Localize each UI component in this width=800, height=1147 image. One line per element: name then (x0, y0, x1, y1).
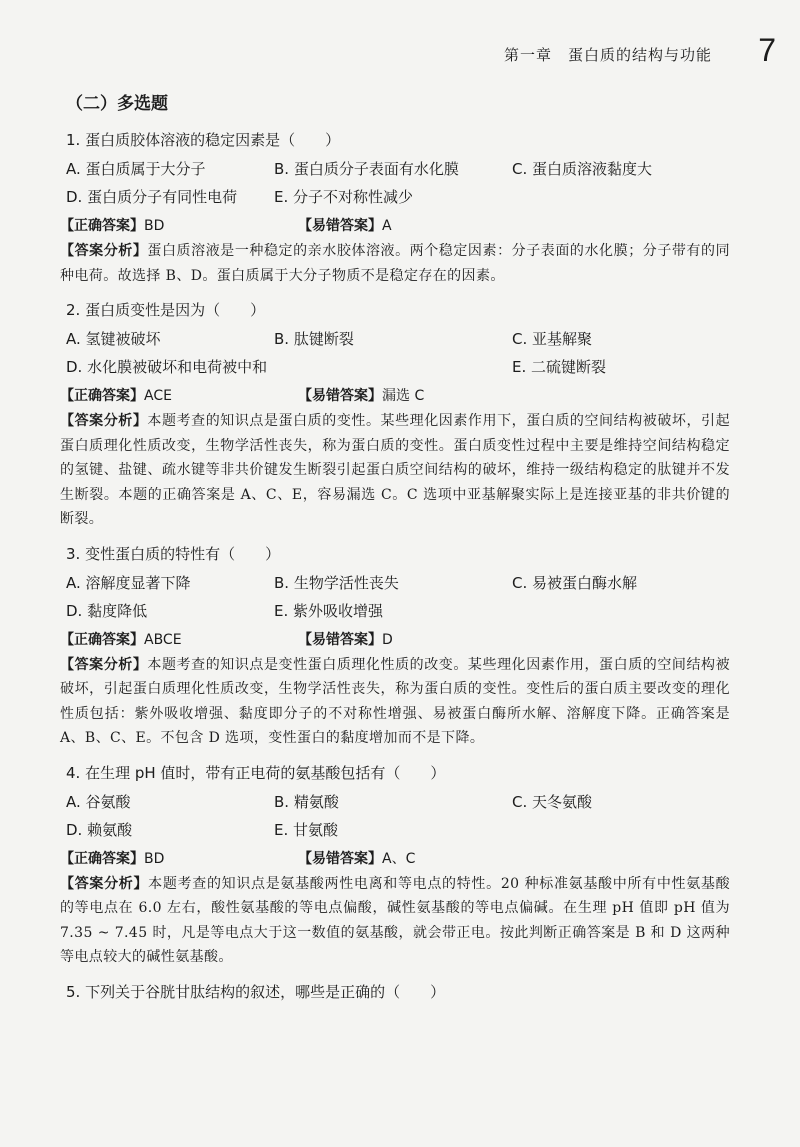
analysis-label: 【答案分析】 (60, 656, 148, 673)
mistake-answer: A (382, 218, 392, 234)
analysis-text: 本题考查的知识点是变性蛋白质理化性质的改变。某些理化因素作用，蛋白质的空间结构被破坏，引起蛋白质理化性质改变，生物学活性丧失，称为蛋白质的变性。变性后的蛋白质主要改变的理化性质包括：紫外吸收增强、黏度即分子的不对称性增强、易被蛋白酶所水解、溶解度下降。正确答案是 A、B、C、E。不包含 D 选项，变性蛋白的黏度增加而不是下降。 (60, 656, 731, 746)
mistake-label: 【易错答案】 (298, 850, 382, 867)
option-d: D. 黏度降低 (66, 601, 148, 620)
question-stem: 4. 在生理 pH 值时，带有正电荷的氨基酸包括有（ ） (66, 763, 446, 782)
correct-label: 【正确答案】 (60, 850, 144, 867)
question-3 (60, 542, 731, 751)
option-e: E. 分子不对称性减少 (274, 188, 414, 206)
option-c: C. 天冬氨酸 (512, 792, 593, 811)
mistake-answer: D (382, 631, 393, 648)
options (66, 157, 730, 213)
correct-label: 【正确答案】 (60, 218, 144, 234)
analysis-text: 蛋白质溶液是一种稳定的亲水胶体溶液。两个稳定因素：分子表面的水化膜；分子带有的同种电荷。故选择 B、D。蛋白质属于大分子物质不是稳定存在的因素。 (60, 243, 731, 284)
option-c: C. 蛋白质溶液黏度大 (512, 160, 653, 178)
analysis-text: 本题考查的知识点是氨基酸两性电离和等电点的特性。20 种标准氨基酸中所有中性氨基酸的等电点在 6.0 左右，酸性氨基酸的等电点偏酸，碱性氨基酸的等电点偏碱。在生理 pH 值即 pH 值为 7.35 ~ 7.45 时，凡是等电点大于这一数值的氨基酸，就会带正电。按此判断正确答案是 B 和 D 这两种等电点较大的碱性氨基酸。 (60, 875, 730, 965)
option-d: D. 蛋白质分子有同性电荷 (66, 188, 238, 206)
option-d: D. 水化膜被破坏和电荷被中和 (66, 358, 268, 376)
page-content (60, 92, 731, 1009)
options (66, 790, 730, 846)
analysis-label: 【答案分析】 (60, 243, 148, 259)
answer-line (60, 627, 730, 653)
answer-analysis (60, 409, 730, 532)
answer-line (60, 383, 730, 409)
option-b: B. 精氨酸 (274, 792, 339, 811)
correct-answer: ACE (144, 388, 172, 404)
analysis-label: 【答案分析】 (60, 875, 149, 892)
question-4 (60, 761, 730, 970)
correct-answer: ABCE (144, 631, 182, 648)
option-e: E. 二硫键断裂 (512, 358, 607, 376)
option-b: B. 蛋白质分子表面有水化膜 (274, 160, 459, 178)
mistake-label: 【易错答案】 (298, 631, 382, 648)
correct-answer: BD (144, 850, 165, 867)
option-c: C. 易被蛋白酶水解 (512, 573, 638, 592)
question-stem: 2. 蛋白质变性是因为（ ） (66, 301, 266, 319)
page-number: 7 (758, 32, 776, 68)
answer-analysis (60, 653, 730, 751)
options (66, 571, 730, 627)
analysis-text: 本题考查的知识点是蛋白质的变性。某些理化因素作用下，蛋白质的空间结构被破坏，引起蛋白质理化性质改变，生物学活性丧失，称为蛋白质的变性。蛋白质变性过程中主要是维持空间结构稳定的氢键、盐键、疏水键等非共价键发生断裂引起蛋白质空间结构的破坏，维持一级结构稳定的肽键并不发生断裂。本题的正确答案是 A、C、E，容易漏选 C。C 选项中亚基解聚实际上是连接亚基的非共价键的断裂。 (60, 413, 731, 527)
question-5 (66, 980, 730, 1004)
mistake-answer: 漏选 C (382, 388, 425, 404)
option-a: A. 蛋白质属于大分子 (66, 160, 206, 178)
question-2 (60, 298, 731, 532)
option-e: E. 紫外吸收增强 (274, 601, 384, 620)
answer-analysis (60, 239, 730, 288)
page-header (0, 32, 800, 78)
option-a: A. 氢键被破坏 (66, 330, 161, 348)
correct-answer: BD (144, 218, 165, 234)
option-a: A. 谷氨酸 (66, 792, 131, 811)
chapter-title: 第一章 蛋白质的结构与功能 (503, 46, 712, 64)
mistake-label: 【易错答案】 (298, 218, 382, 234)
option-b: B. 肽键断裂 (274, 330, 354, 348)
correct-label: 【正确答案】 (60, 631, 144, 648)
option-b: B. 生物学活性丧失 (274, 573, 399, 592)
question-stem: 1. 蛋白质胶体溶液的稳定因素是（ ） (66, 131, 341, 149)
correct-label: 【正确答案】 (60, 388, 144, 404)
question-stem: 3. 变性蛋白质的特性有（ ） (66, 544, 281, 563)
analysis-label: 【答案分析】 (60, 413, 148, 429)
options (66, 327, 730, 383)
answer-line (60, 213, 730, 239)
question-1 (60, 128, 731, 288)
question-stem: 5. 下列关于谷胱甘肽结构的叙述，哪些是正确的（ ） (66, 982, 446, 1001)
mistake-answer: A、C (382, 850, 416, 867)
answer-line (60, 846, 730, 872)
option-d: D. 赖氨酸 (66, 820, 133, 839)
answer-analysis (60, 872, 730, 970)
section-title: （二）多选题 (66, 94, 168, 114)
option-a: A. 溶解度显著下降 (66, 573, 191, 592)
option-c: C. 亚基解聚 (512, 330, 593, 348)
mistake-label: 【易错答案】 (298, 388, 382, 404)
option-e: E. 甘氨酸 (274, 820, 339, 839)
